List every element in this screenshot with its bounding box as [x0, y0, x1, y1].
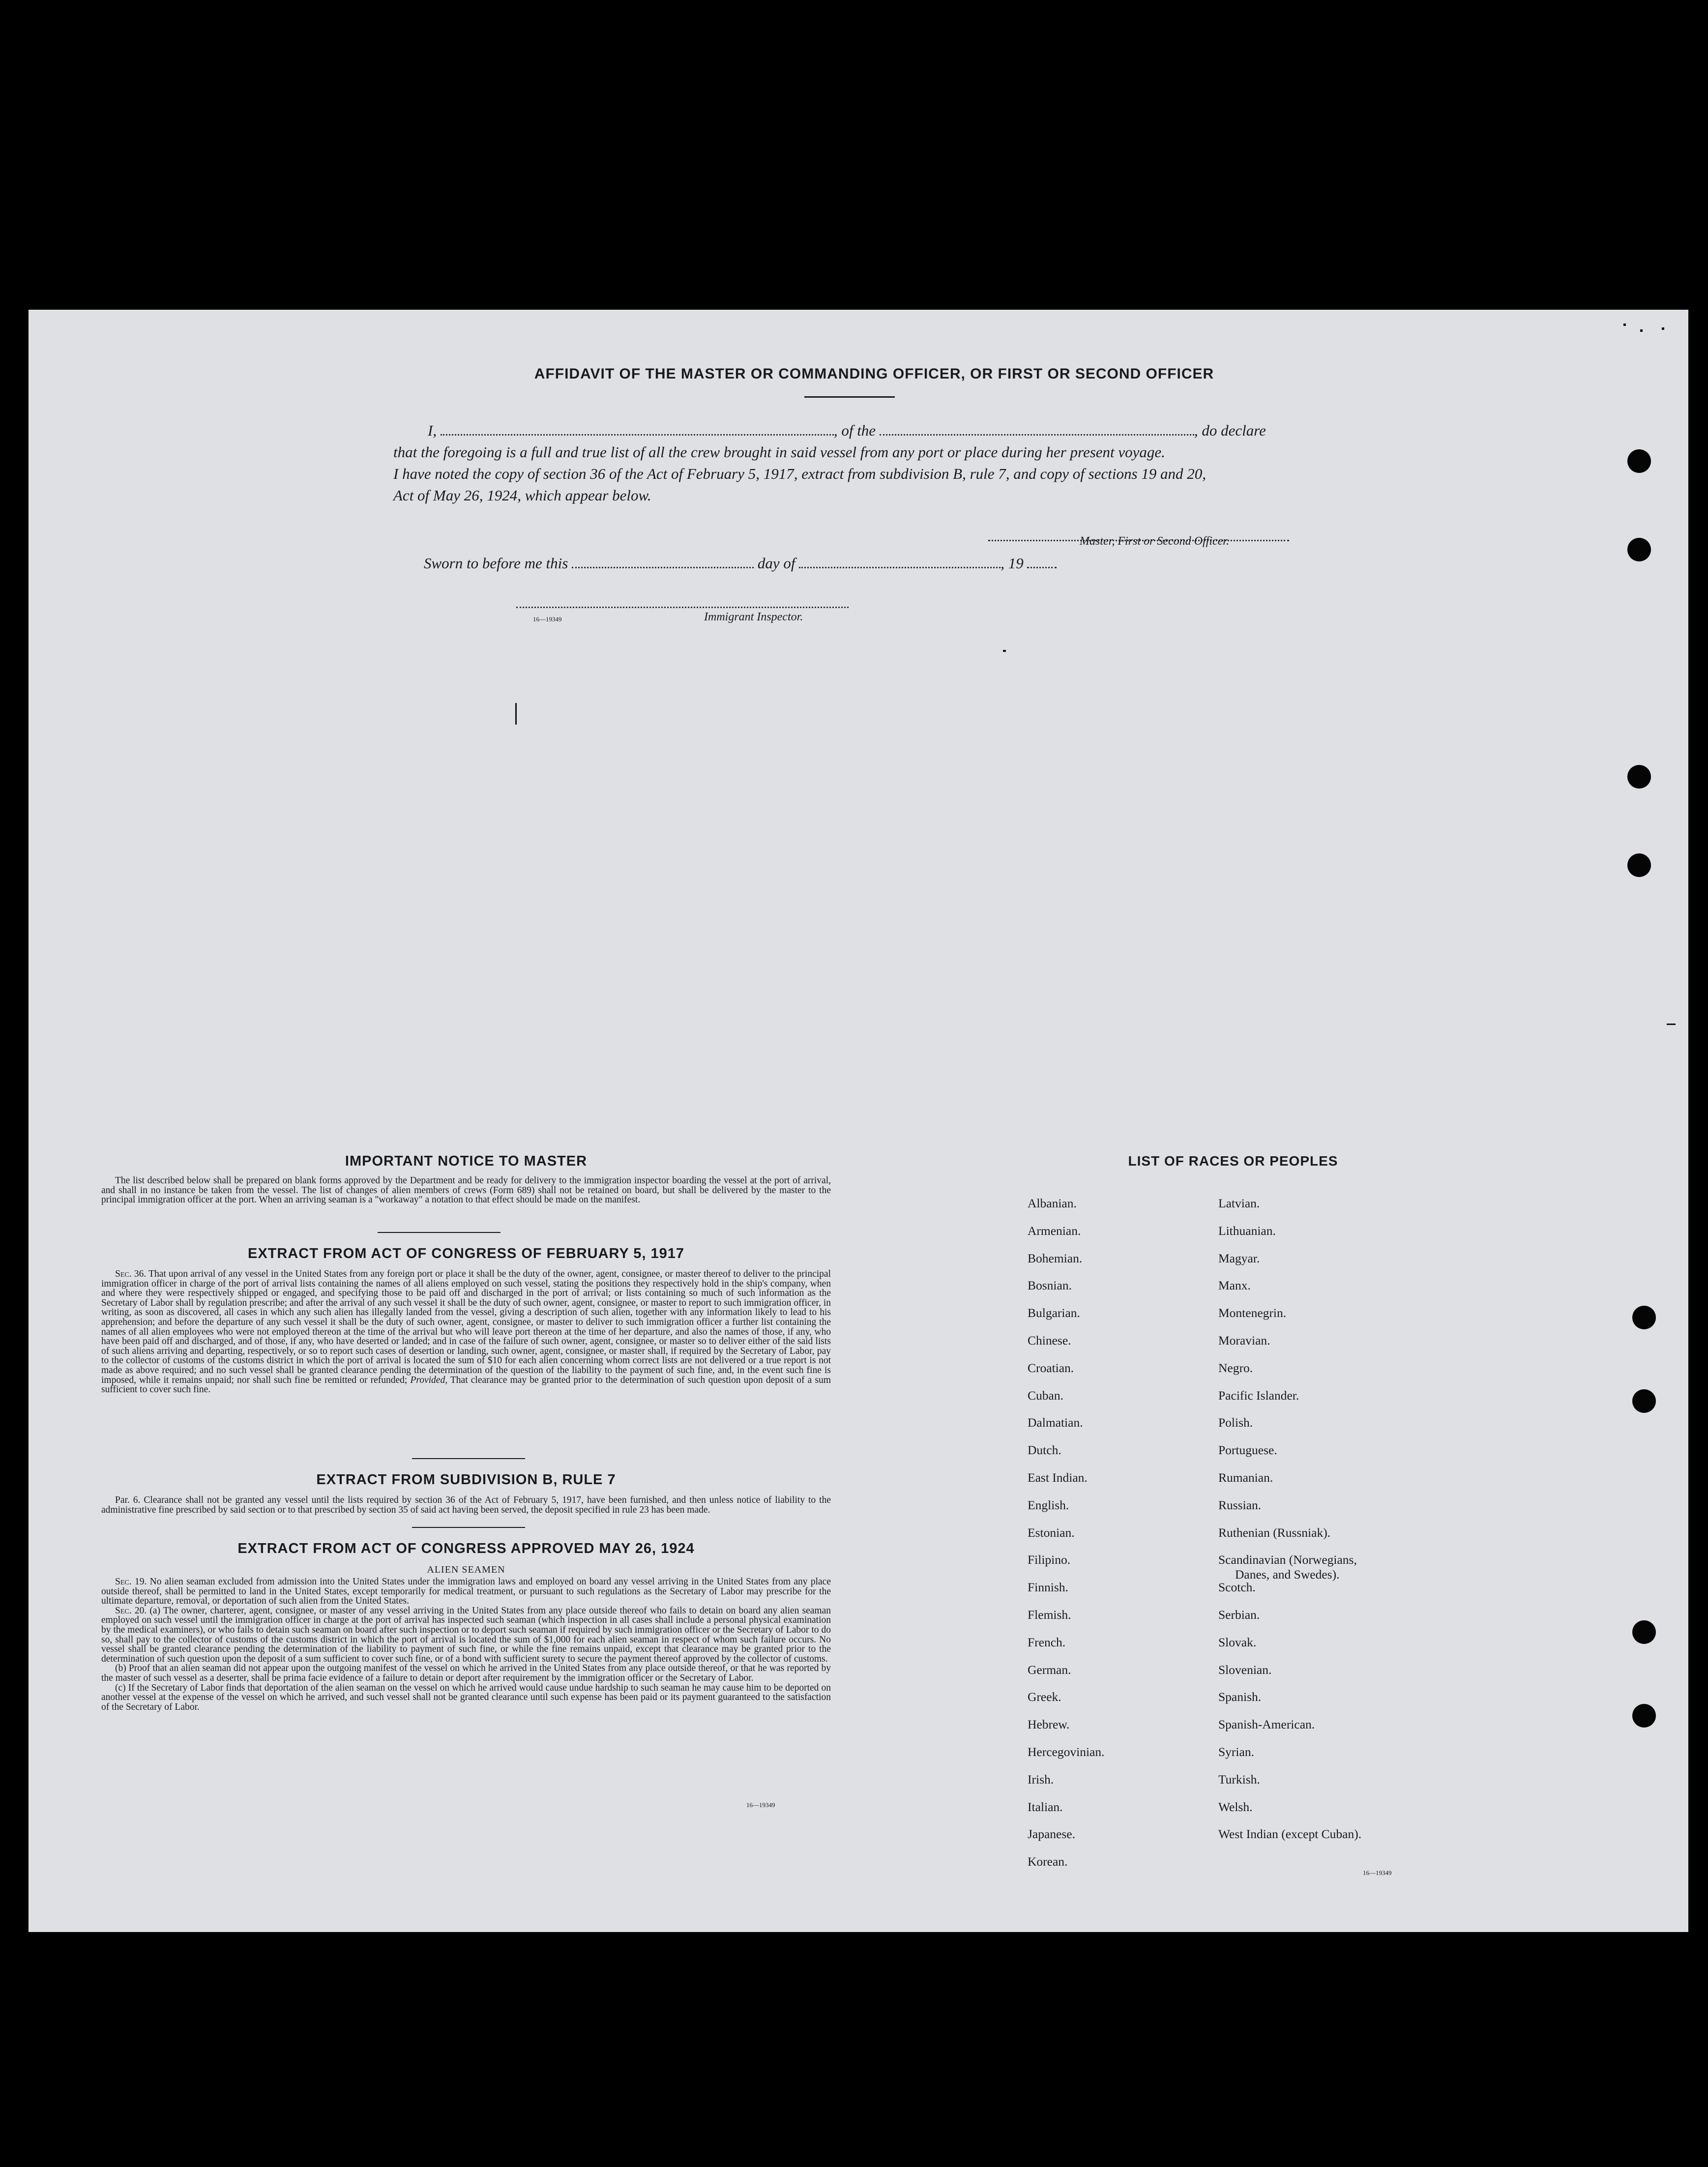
race-item: Bosnian. — [1028, 1278, 1072, 1293]
rule7-text — [101, 1495, 831, 1515]
stray-mark — [1623, 323, 1626, 326]
affidavit-form-number: 16—19349 — [533, 615, 562, 623]
race-item: Spanish. — [1218, 1690, 1262, 1704]
race-item: Portuguese. — [1218, 1443, 1277, 1458]
race-item: Pacific Islander. — [1218, 1388, 1299, 1403]
stray-mark — [515, 703, 517, 725]
race-item: Filipino. — [1028, 1552, 1071, 1567]
declaration-line-1 — [428, 420, 1372, 441]
sec36-label: Sec. 36. — [115, 1269, 147, 1279]
race-item: Turkish. — [1218, 1772, 1260, 1786]
race-item: Spanish-American. — [1218, 1717, 1315, 1732]
race-item: Korean. — [1028, 1854, 1068, 1869]
race-item: Croatian. — [1028, 1360, 1074, 1375]
binder-hole-5 — [1632, 1306, 1656, 1329]
sec20b-paragraph: (b) Proof that an alien seaman did not appear upon the outgoing manifest of the vessel on which he arrived in the United States from any place outside thereof, or that he was reported by the master of such vessel as a deserter, shall be prima facie evidence of a failure to detain or deport after requirement by the immigration officer or the Secretary of Labor. — [101, 1663, 831, 1683]
race-item: Negro. — [1218, 1360, 1253, 1375]
race-item: Greek. — [1028, 1690, 1061, 1704]
extract-1917-rule — [412, 1458, 525, 1459]
race-item: Hercegovinian. — [1028, 1745, 1105, 1759]
sec20c-paragraph: (c) If the Secretary of Labor finds that deportation of the alien seaman on the vessel on which he arrived would cause undue hardship to such seaman he may cause him to be deported on another vessel at the expense of the vessel on which he arrived, and such vessel shall not be granted clearance until such expense has been paid or its payment guaranteed to the satisfaction of the Secretary of Labor. — [101, 1682, 831, 1712]
race-item: Syrian. — [1218, 1745, 1254, 1759]
race-item: Scandinavian (Norwegians, — [1218, 1552, 1357, 1567]
sec19-label: Sec. 19. — [115, 1577, 147, 1587]
race-item: Ruthenian (Russniak). — [1218, 1525, 1331, 1540]
race-item: Bohemian. — [1028, 1251, 1083, 1265]
race-item: Hebrew. — [1028, 1717, 1070, 1732]
declaration-i: I, — [428, 422, 437, 439]
affidavit-title-rule — [804, 396, 895, 398]
declaration-line-3: I have noted the copy of section 36 of the Act of February 5, 1917, extract from subdivision B, rule 7, and copy of sections 19 and 20, — [393, 465, 1207, 482]
binder-hole-3 — [1627, 765, 1651, 789]
declaration-line-4: Act of May 26, 1924, which appear below. — [393, 487, 651, 504]
race-item: Latvian. — [1218, 1196, 1260, 1210]
extract-1917-paragraph — [101, 1269, 831, 1395]
race-item: Lithuanian. — [1218, 1223, 1276, 1238]
stray-mark — [1640, 329, 1643, 332]
binder-hole-4 — [1627, 853, 1651, 877]
sec20a-paragraph — [101, 1606, 831, 1664]
sec20a-text: (a) The owner, charterer, agent, consignee, or master of any vessel arriving in the United States from any place outside thereof who fails to detain on board any alien seaman employed on such vessel until the immigration officer in charge at the port of arrival has inspected such seaman (which inspection in all cases shall include a personal physical examination by the medical examiners), or who fails to detain such seaman on board after such inspection or to deport such seaman if required by such immigration officer or the Secretary of Labor to do so, shall pay to the collector of customs of the customs district in which the port of arrival is located the sum of $1,000 for each alien seaman in respect of whom such failure occurs. No vessel shall be granted clearance pending the determination of the liability to payment of such fine, or while the fine remains unpaid, except that clearance may be granted prior to the determination of such question upon the deposit of a sum sufficient to cover such fine, or of a bond with sufficient surety to secure the payment thereof approved by the collector of customs. — [101, 1605, 831, 1664]
race-item: Serbian. — [1218, 1608, 1260, 1622]
master-signature-label: Master, First or Second Officer. — [1080, 535, 1229, 548]
extract-1917-title: EXTRACT FROM ACT OF CONGRESS OF FEBRUARY 5, 1917 — [247, 1246, 685, 1261]
binder-hole-1 — [1627, 449, 1651, 473]
sec19-text: No alien seaman excluded from admission into the United States under the immigration laws and employed on board any vessel arriving in the United States from any place outside thereof, shall be permitted to land in the United States, except temporarily for medical treatment, or pursuant to such regulations as the Secretary of Labor may prescribe for the ultimate departure, removal, or deportation of such alien from the United States. — [101, 1577, 831, 1607]
extract-1924-form-number: 16—19349 — [746, 1801, 775, 1809]
binder-hole-2 — [1627, 538, 1651, 561]
race-item: Rumanian. — [1218, 1470, 1273, 1485]
extract-1924-title: EXTRACT FROM ACT OF CONGRESS APPROVED MAY 26, 1924 — [237, 1541, 695, 1556]
race-item: Manx. — [1218, 1278, 1251, 1293]
race-item: Japanese. — [1028, 1827, 1075, 1842]
binder-hole-6 — [1632, 1389, 1656, 1413]
vessel-blank[interactable] — [880, 424, 1194, 436]
race-item: Russian. — [1218, 1497, 1262, 1512]
rule7-title: EXTRACT FROM SUBDIVISION B, RULE 7 — [316, 1472, 616, 1488]
inspector-signature-line[interactable] — [516, 597, 849, 608]
race-item: Armenian. — [1028, 1223, 1081, 1238]
race-item: Magyar. — [1218, 1251, 1260, 1265]
races-title: LIST OF RACES OR PEOPLES — [1128, 1153, 1338, 1169]
race-item: Irish. — [1028, 1772, 1054, 1786]
race-item: Scotch. — [1218, 1580, 1256, 1595]
race-item: Bulgarian. — [1028, 1306, 1080, 1320]
race-item: English. — [1028, 1497, 1069, 1512]
race-item: Welsh. — [1218, 1799, 1253, 1814]
race-item: Estonian. — [1028, 1525, 1075, 1540]
race-item: German. — [1028, 1662, 1071, 1677]
notice-text — [101, 1176, 831, 1205]
race-item: Slovenian. — [1218, 1662, 1272, 1677]
name-blank[interactable] — [441, 424, 834, 436]
sworn-year-blank[interactable] — [1027, 557, 1057, 568]
notice-title: IMPORTANT NOTICE TO MASTER — [345, 1153, 588, 1169]
sworn-day-blank[interactable] — [572, 557, 754, 568]
affidavit-title: AFFIDAVIT OF THE MASTER OR COMMANDING OFFICER, OR FIRST OR SECOND OFFICER — [534, 366, 1214, 382]
race-item: Polish. — [1218, 1415, 1253, 1430]
race-item: West Indian (except Cuban). — [1218, 1827, 1362, 1842]
race-item: Chinese. — [1028, 1333, 1071, 1347]
sworn-line — [424, 553, 1368, 574]
declaration-of-the: , of the — [833, 422, 876, 439]
sworn-text: Sworn to before me this — [424, 555, 568, 572]
sec36-text-b: That clearance may be granted prior to the determination of such question upon deposit of a sum sufficient to cover such fine. — [101, 1375, 831, 1395]
sec20-label: Sec. 20. — [115, 1605, 147, 1616]
race-item: Moravian. — [1218, 1333, 1270, 1347]
sec19-paragraph — [101, 1577, 831, 1606]
extract-1917-text — [101, 1269, 831, 1395]
race-item: Dutch. — [1028, 1443, 1061, 1458]
race-item: Flemish. — [1028, 1608, 1071, 1622]
sec36-provided: Provided, — [410, 1375, 448, 1385]
races-form-number: 16—19349 — [1363, 1869, 1392, 1876]
sworn-day-of: day of — [757, 555, 795, 572]
alien-seamen-subtitle: ALIEN SEAMEN — [427, 1564, 505, 1575]
declaration-line-2: that the foregoing is a full and true list of all the crew brought in said vessel from any port or place during her present voyage. — [393, 443, 1165, 461]
race-item: French. — [1028, 1635, 1066, 1649]
binder-hole-8 — [1632, 1704, 1656, 1728]
race-item: Slovak. — [1218, 1635, 1257, 1649]
race-item: Cuban. — [1028, 1388, 1063, 1403]
stray-mark — [1662, 327, 1664, 330]
race-item: Danes, and Swedes). — [1235, 1567, 1340, 1582]
race-item: Italian. — [1028, 1799, 1063, 1814]
declaration-do-declare: , do declare — [1194, 422, 1266, 439]
race-item: Montenegrin. — [1218, 1306, 1287, 1320]
notice-paragraph: The list described below shall be prepared on blank forms approved by the Department and be ready for delivery to the immigration inspector boarding the vessel at the port of arrival, and shall in no instance be taken from the vessel. The list of changes of alien members of crews (Form 689) shall not be retained on board, but shall be delivered by the master to the principal immigration officer at the port. When an arriving seaman is a "workaway" a notation to that effect should be made on the manifest. — [101, 1175, 831, 1205]
extract-1924-text — [101, 1577, 831, 1712]
inspector-label: Immigrant Inspector. — [704, 611, 803, 623]
sec36-text-a: That upon arrival of any vessel in the United States from any foreign port or place it shall be the duty of the owner, agent, consignee, or master thereof to deliver to the principal immigration officer in charge of the port of arrival lists containing the names of all aliens employed on such vessel, stating the positions they respectively hold in the ship's company, when and where they were respectively shipped or engaged, and specifying those to be paid off and discharged in the port of arrival; or lists containing so much of such information as the Secretary of Labor shall by regulation prescribe; and after the arrival of any such vessel it shall be the duty of such owner, agent, consignee, or master to report to such immigration officer, in writing, as soon as discovered, all cases in which any such alien has illegally landed from the vessel, giving a description of such alien, together with any information likely to lead to his apprehension; and before the departure of any such vessel it shall be the duty of such owner, agent, consignee, or master to deliver to such immigration officer a further list containing the names of all alien employees who were not employed thereon at the time of the arrival but who will leave port thereon at the time of her departure, and also the names of those, if any, who have been paid off and discharged, and of those, if any, who have deserted or landed; and in case of the failure of such owner, agent, consignee, or master so to deliver either of the said lists of such aliens arriving and departing, respectively, or so to report such cases of desertion or landing, such owner, agent, consignee, or master shall, if required by the Secretary of Labor, pay to the collector of customs of the customs district in which the port of arrival is located the sum of $10 for each alien concerning whom correct lists are not delivered or a true report is not made as above required; and no such vessel shall be granted clearance pending the determination of the question of the liability to the payment of such fine, and, in the event such fine is imposed, while it remains unpaid; nor shall such fine be remitted or refunded; — [101, 1269, 831, 1385]
race-item: Finnish. — [1028, 1580, 1068, 1595]
race-item: Albanian. — [1028, 1196, 1077, 1210]
binder-hole-7 — [1632, 1620, 1656, 1644]
manifest-page — [29, 310, 1688, 1932]
rule7-rule — [412, 1527, 525, 1528]
stray-mark — [1667, 1024, 1676, 1025]
sworn-month-blank[interactable] — [799, 557, 1001, 568]
sworn-year: , 19 — [1001, 555, 1024, 572]
notice-rule — [378, 1232, 501, 1233]
race-item: Dalmatian. — [1028, 1415, 1083, 1430]
rule7-paragraph: Par. 6. Clearance shall not be granted any vessel until the lists required by section 36 of the Act of February 5, 1917, have been furnished, and then unless notice of liability to the administrative fine prescribed by said section or to that prescribed by section 35 of said act having been served, the deposit specified in rule 23 has been made. — [101, 1495, 831, 1515]
race-item: East Indian. — [1028, 1470, 1088, 1485]
stray-mark — [1003, 650, 1006, 652]
